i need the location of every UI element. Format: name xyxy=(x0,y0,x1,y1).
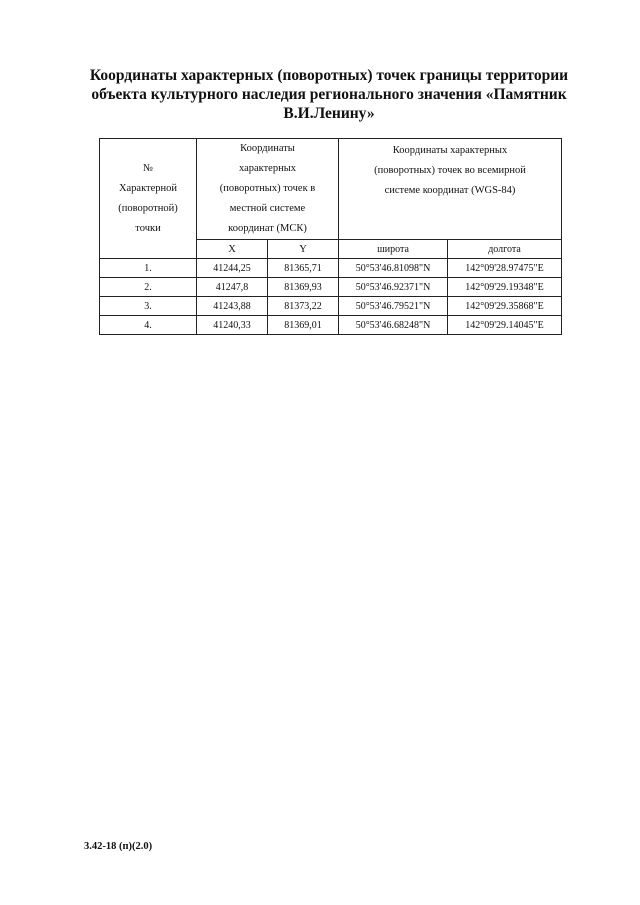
header-num-line-4: точки xyxy=(135,222,161,234)
cell-latitude: 50°53'46.81098"N xyxy=(339,259,448,278)
header-msk-line-1: Координаты xyxy=(240,143,295,154)
title-line-1: Координаты характерных (поворотных) точек границы территории xyxy=(89,67,569,84)
cell-latitude: 50°53'46.92371"N xyxy=(339,278,448,297)
header-longitude: долгота xyxy=(448,240,562,259)
table-row xyxy=(100,259,562,278)
table-row xyxy=(100,316,562,335)
cell-x: 41240,33 xyxy=(197,316,268,335)
cell-y: 81369,93 xyxy=(268,278,339,297)
header-wgs-line-3: системе координат (WGS-84) xyxy=(384,185,516,196)
header-msk-line-2: характерных xyxy=(238,163,297,174)
header-msk-line-5: координат (МСК) xyxy=(228,223,307,234)
document-title xyxy=(60,66,598,123)
header-x: X xyxy=(197,240,268,259)
cell-longitude: 142°09'29.35868"E xyxy=(448,297,562,316)
cell-longitude: 142°09'29.19348"E xyxy=(448,278,562,297)
cell-point-number: 3. xyxy=(100,297,197,316)
header-msk-line-4: местной системе xyxy=(229,203,306,214)
document-code: 3.42-18 (п)(2.0) xyxy=(84,841,153,852)
header-wgs-line-2: (поворотных) точек во всемирной xyxy=(374,165,526,176)
header-wgs-line-1: Координаты характерных xyxy=(392,145,508,156)
header-msk-line-3: (поворотных) точек в xyxy=(219,183,316,194)
cell-latitude: 50°53'46.79521"N xyxy=(339,297,448,316)
cell-point-number: 2. xyxy=(100,278,197,297)
cell-point-number: 1. xyxy=(100,259,197,278)
header-point-number xyxy=(100,139,197,259)
cell-point-number: 4. xyxy=(100,316,197,335)
cell-x: 41244,25 xyxy=(197,259,268,278)
header-latitude: широта xyxy=(339,240,448,259)
cell-longitude: 142°09'28.97475"E xyxy=(448,259,562,278)
cell-y: 81373,22 xyxy=(268,297,339,316)
cell-y: 81365,71 xyxy=(268,259,339,278)
header-num-line-1: № xyxy=(142,162,154,174)
cell-x: 41243,88 xyxy=(197,297,268,316)
header-num-line-3: (поворотной) xyxy=(118,202,178,214)
header-y: Y xyxy=(268,240,339,259)
cell-latitude: 50°53'46.68248"N xyxy=(339,316,448,335)
cell-x: 41247,8 xyxy=(197,278,268,297)
header-msk-coordinates xyxy=(197,139,339,240)
title-line-2: объекта культурного наследия регионального значения «Памятник xyxy=(91,86,567,103)
title-line-3: В.И.Ленину» xyxy=(283,105,375,122)
header-num-line-2: Характерной xyxy=(118,182,178,194)
table-row xyxy=(100,278,562,297)
table-row xyxy=(100,297,562,316)
header-wgs-coordinates xyxy=(339,139,562,240)
coordinates-table xyxy=(99,138,562,335)
table-header-row xyxy=(100,139,562,240)
cell-y: 81369,01 xyxy=(268,316,339,335)
cell-longitude: 142°09'29.14045"E xyxy=(448,316,562,335)
